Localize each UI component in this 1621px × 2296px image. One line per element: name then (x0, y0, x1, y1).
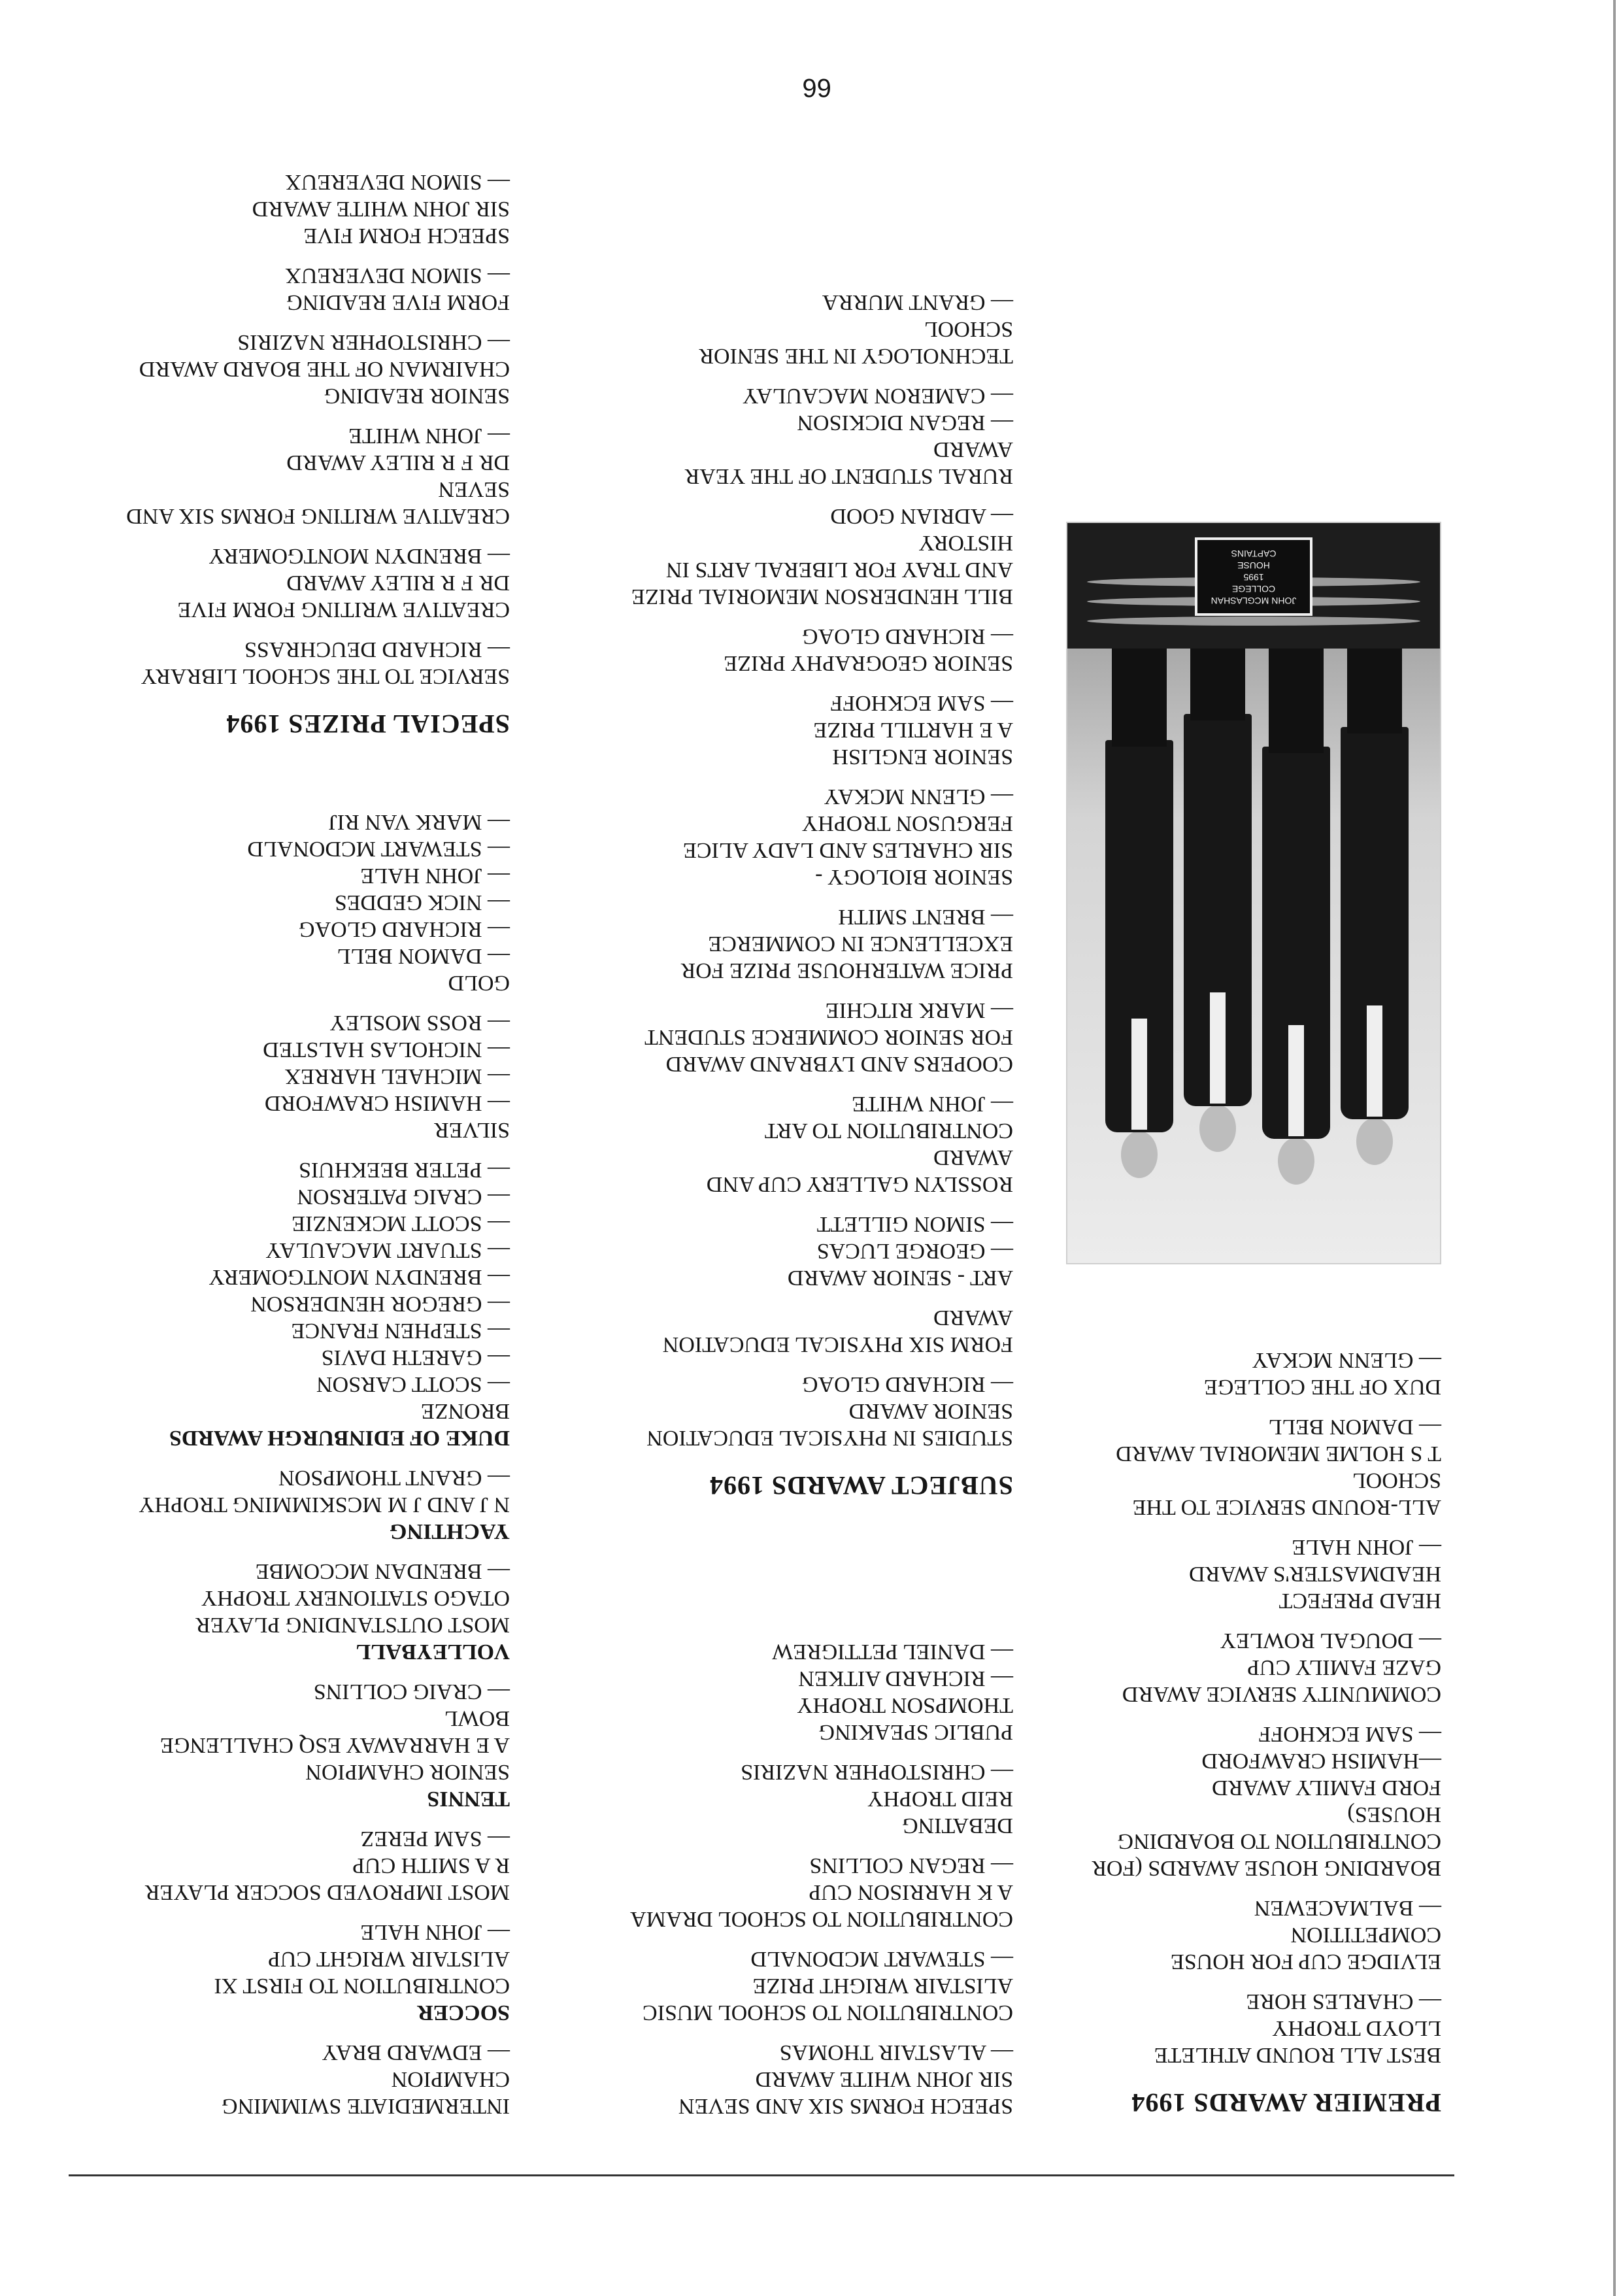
award-line: SILVER (434, 1118, 510, 1142)
award-line: — BRENDYN MONTGOMERY (209, 1265, 510, 1289)
yachting-heading: YACHTING (390, 1519, 510, 1544)
award-line: — JOHN HALE (360, 1920, 510, 1944)
award-line: ELVIDGE CUP FOR HOUSE (1170, 1950, 1441, 1974)
award-line: CONTRIBUTION TO FIRST XI (214, 1974, 510, 1998)
award-line: CONTRIBUTION TO SCHOOL MUSIC (642, 2001, 1013, 2025)
award-line: — DOUGAL ROWLEY (1220, 1629, 1441, 1653)
volleyball-heading: VOLLEYBALL (356, 1640, 510, 1664)
award-line: — SAM PEREZ (360, 1827, 510, 1851)
award-line: GAZE FAMILY CUP (1247, 1655, 1441, 1680)
swimming-list (59, 2026, 510, 2119)
spacer-line (59, 1812, 510, 1825)
subject-awards-column (543, 289, 1013, 2119)
award-line: LLOYD TROPHY (1271, 2016, 1441, 2040)
award-line: — BRENDAN MCCOMBE (255, 1559, 510, 1583)
award-line: SENIOR CHAMPION (305, 1760, 510, 1784)
photo-sign: JOHN MCGLASHAN COLLEGE 1995 HOUSE CAPTAINS (1195, 537, 1312, 616)
tennis-heading: TENNIS (427, 1787, 510, 1811)
award-line: HEADMASTER'S AWARD (1189, 1562, 1441, 1586)
award-line: — GRANT THOMPSON (278, 1466, 510, 1490)
award-line: — DANIEL PETTIGREW (772, 1640, 1013, 1664)
award-line: — STEPHEN FRANCE (291, 1319, 510, 1343)
house-captains-photo (1066, 522, 1441, 1264)
award-line: — REGAN COLLINS (809, 1853, 1013, 1878)
spacer-line (59, 530, 510, 543)
award-line: CONTRIBUTION TO ART (764, 1119, 1013, 1143)
footer-rule (69, 2174, 1454, 2176)
special-prizes-heading: SPECIAL PRIZES 1994 (226, 709, 510, 739)
award-line: — BRENT SMITH (838, 905, 1013, 929)
award-line: — RICHARD GLOAG (802, 1372, 1013, 1396)
award-line: CREATIVE WRITING FORM FIVE (177, 598, 510, 622)
award-line: — GREGOR HENDERSON (250, 1292, 510, 1316)
spacer-line (59, 1451, 510, 1464)
award-line: — GLENN MCKAY (1252, 1348, 1441, 1372)
premier-awards-column (1023, 1347, 1441, 2119)
award-line: COMMUNITY SERVICE AWARD (1122, 1682, 1441, 1706)
soccer-heading: SOCCER (417, 2001, 510, 2025)
spacer-line (59, 409, 510, 422)
award-line: ALL-ROUND SERVICE TO THE (1132, 1495, 1441, 1519)
award-line: — CAMERON MACAULAY (742, 384, 1013, 408)
award-line: MOST IMPROVED SOCCER PLAYER (144, 1880, 510, 1904)
award-line: — NICK GEDDES (334, 890, 510, 915)
spacer-line (59, 1143, 510, 1156)
award-line: — RICHARD AITKEN (798, 1666, 1013, 1691)
award-line: AND TRAY FOR LIBERAL ARTS IN (665, 558, 1013, 582)
award-line: A E HARTILL PRIZE (813, 718, 1013, 742)
spacer-line (1023, 1521, 1441, 1534)
award-line: BOARDING HOUSE AWARDS (FOR (1092, 1856, 1441, 1880)
award-line: AWARD (933, 437, 1013, 462)
award-line: — STEWART MCDONALD (750, 1947, 1013, 1971)
spacer-line (59, 249, 510, 262)
award-line: — SIMON DEVEREUX (285, 263, 510, 288)
soccer-list (59, 1812, 510, 1999)
page-number: 66 (802, 73, 831, 102)
spacer-line (543, 1358, 1013, 1371)
award-line: DEBATING (902, 1814, 1013, 1838)
award-line: SIR JOHN WHITE AWARD (755, 2067, 1013, 2091)
award-line: — ADRIAN GOOD (830, 504, 1013, 528)
award-line: HEAD PREFECT (1278, 1589, 1441, 1613)
award-line: — SAM ECKHOFF (1258, 1722, 1441, 1746)
spacer-line (543, 1198, 1013, 1211)
award-line: — STEWART MCDONALD (247, 837, 510, 861)
award-line: ART - SENIOR AWARD (787, 1266, 1013, 1290)
award-line: — JOHN WHITE (348, 424, 510, 448)
award-line: ALISTAIR WRIGHT PRIZE (752, 1974, 1013, 1998)
premier-awards-list (1023, 1347, 1441, 2068)
award-line: — SCOTT CARSON (316, 1372, 510, 1396)
award-line: — BRENDYN MONTGOMERY (209, 544, 510, 568)
award-line: — SIMON DEVEREUX (285, 170, 510, 194)
spacer-line (59, 316, 510, 329)
spacer-line (59, 1665, 510, 1678)
award-line: — HAMISH CRAWFORD (264, 1091, 510, 1115)
award-line: TECHNOLOGY IN THE SENIOR (699, 344, 1013, 368)
award-line: OTAGO STATIONERY TROPHY (201, 1586, 510, 1610)
special-prizes-list (59, 169, 510, 690)
award-line: — EDWARD BRAY (322, 2040, 510, 2065)
speech-drama-list (543, 1638, 1013, 2119)
premier-awards-heading: PREMIER AWARDS 1994 (1131, 2088, 1441, 2118)
award-line: SENIOR READING (324, 384, 510, 408)
award-line: — JOHN WHITE (852, 1092, 1013, 1116)
award-line: — CHARLES HORE (1246, 1989, 1441, 2014)
award-line: — CHRISTOPHER NAZIRIS (237, 330, 510, 354)
award-line: — DAMON BELL (1268, 1415, 1441, 1439)
award-line: FORD FAMILY AWARD (1212, 1776, 1441, 1800)
award-line: AWARD (933, 1145, 1013, 1170)
award-line: — REGAN DICKISON (797, 411, 1013, 435)
award-line: — SCOTT MCKENZIE (292, 1211, 510, 1236)
award-line: STUDIES IN PHYSICAL EDUCATION (646, 1426, 1013, 1450)
award-line: —HAMISH CRAWFORD (1201, 1749, 1441, 1773)
award-line: INTERMEDIATE SWIMMING (221, 2094, 510, 2118)
volleyball-list (59, 1545, 510, 1638)
spacer-line (543, 890, 1013, 903)
award-line: — ALASTAIR THOMAS (779, 2040, 1013, 2065)
award-line: — CRAIG COLLINS (313, 1680, 510, 1704)
award-line: CHAMPION (391, 2067, 510, 2091)
spacer-line (543, 490, 1013, 503)
award-line: BEST ALL ROUND ATHLETE (1154, 2043, 1441, 2067)
spacer-line (543, 2026, 1013, 2039)
award-line: — JOHN HALE (360, 864, 510, 888)
spacer-line (1023, 1400, 1441, 1413)
award-line: SCHOOL (1352, 1468, 1441, 1493)
award-line: — BALMACEWEN (1254, 1896, 1441, 1920)
spacer-line (59, 1906, 510, 1919)
award-line: DR F R RILEY AWARD (286, 571, 510, 595)
award-line: — STUART MACAULAY (265, 1238, 510, 1262)
tennis-list (59, 1665, 510, 1785)
award-line: — MARK RITCHIE (825, 998, 1013, 1022)
award-line: SENIOR GEOGRAPHY PRIZE (724, 651, 1013, 675)
award-line: BRONZE (421, 1399, 510, 1423)
subject-awards-heading: SUBJECT AWARDS 1994 (709, 1471, 1013, 1500)
spacer-line (59, 2026, 510, 2039)
spacer-line (543, 369, 1013, 382)
award-line: — GLENN MCKAY (824, 785, 1013, 809)
award-line: — JOHN HALE (1292, 1535, 1441, 1559)
spacer-line (59, 623, 510, 636)
award-line: ALISTAIR WRIGHT CUP (267, 1947, 510, 1971)
award-line: FORM FIVE READING (286, 290, 510, 314)
award-line: DUX OF THE COLLEGE (1204, 1375, 1441, 1399)
award-line: CHAIRMAN OF THE BOARD AWARD (139, 357, 510, 381)
award-line: N J AND J M MCSKIMMING TROPHY (138, 1493, 510, 1517)
spacer-line (1023, 1614, 1441, 1627)
subject-awards-list (543, 289, 1013, 1451)
award-line: T S HOLME MEMORIAL AWARD (1116, 1442, 1441, 1466)
award-line: SIR JOHN WHITE AWARD (252, 197, 510, 221)
award-line: PRICE WATERHOUSE PRIZE FOR (680, 958, 1013, 983)
spacer-line (59, 1545, 510, 1558)
award-line: SIR CHARLES AND LADY ALICE (683, 838, 1013, 862)
award-line: COMPETITION (1290, 1923, 1441, 1947)
award-line: — MICHAEL HARREX (284, 1064, 510, 1089)
spacer-line (1023, 1975, 1441, 1988)
award-line: FOR SENIOR COMMERCE STUDENT (644, 1025, 1013, 1049)
award-line: FORM SIX PHYSICAL EDUCATION (662, 1332, 1013, 1357)
award-line: — NICHOLAS HALSTED (263, 1038, 510, 1062)
award-line: SPEECH FORM FIVE (303, 224, 510, 248)
spacer-line (543, 1839, 1013, 1852)
award-line: SPEECH FORMS SIX AND SEVEN (678, 2094, 1013, 2118)
award-line: — GARETH DAVIS (321, 1345, 510, 1370)
spacer-line (543, 610, 1013, 623)
spacer-line (59, 996, 510, 1009)
spacer-line (543, 770, 1013, 783)
award-line: CONTRIBUTION TO BOARDING (1117, 1829, 1441, 1853)
spacer-line (543, 1933, 1013, 1946)
spacer-line (1023, 1882, 1441, 1895)
award-line: — SIMON GILLETT (816, 1212, 1013, 1236)
award-line: — RICHARD GLOAG (299, 917, 510, 941)
spacer-line (543, 984, 1013, 997)
award-line: REID TROPHY (867, 1787, 1013, 1811)
award-line: SEVEN (438, 477, 510, 501)
award-line: SENIOR AWARD (848, 1399, 1013, 1423)
spacer-line (1023, 1708, 1441, 1721)
award-line: HOUSES) (1347, 1802, 1441, 1827)
award-line: SENIOR ENGLISH (832, 745, 1013, 769)
award-line: COOPERS AND LYBRAND AWARD (665, 1052, 1013, 1076)
award-line: FERGUSON TROPHY (801, 811, 1013, 836)
award-line: SERVICE TO THE SCHOOL LIBRARY (141, 664, 510, 688)
spacer-line (543, 1746, 1013, 1759)
award-line: — ROSS MOSLEY (329, 1011, 510, 1035)
award-line: SCHOOL (924, 317, 1013, 341)
award-line: RURAL STUDENT OF THE YEAR (684, 464, 1013, 488)
award-line: — CRAIG PATERSON (297, 1185, 510, 1209)
spacer-line (543, 677, 1013, 690)
award-line: CONTRIBUTION TO SCHOOL DRAMA (630, 1907, 1013, 1931)
award-line: HISTORY (918, 531, 1013, 555)
spacer-line (543, 1077, 1013, 1090)
award-line: — GEORGE LUCAS (816, 1239, 1013, 1263)
award-line: PUBLIC SPEAKING (818, 1720, 1013, 1744)
award-line: A K HARRISON CUP (809, 1880, 1013, 1904)
award-line: — MARK VAN RIJ (328, 810, 510, 834)
award-line: ROSSLYN GALLERY CUP AND (706, 1172, 1013, 1196)
award-line: A E HARRAWAY ESQ CHALLENGE (160, 1733, 510, 1757)
award-line: — PETER BEEKHUIS (299, 1158, 510, 1182)
yachting-list (59, 1451, 510, 1518)
edinburgh-list (59, 809, 510, 1425)
edinburgh-heading: DUKE OF EDINBURGH AWARDS (169, 1426, 510, 1450)
scan-edge-line (1613, 0, 1616, 2296)
award-line: — RICHARD DEUCHRASS (244, 637, 510, 662)
award-line: GOLD (448, 971, 510, 995)
award-line: BILL HENDERSON MEMORIAL PRIZE (631, 584, 1013, 609)
award-line: EXCELLENCE IN COMMERCE (708, 932, 1013, 956)
award-line: SENIOR BIOLOGY - (815, 865, 1013, 889)
award-line: — SAM ECKHOFF (830, 691, 1013, 715)
award-line: THOMPSON TROPHY (797, 1693, 1013, 1717)
award-line: MOST OUTSTANDING PLAYER (195, 1613, 510, 1637)
award-line: — GRANT MURRA (822, 290, 1013, 314)
award-line: — DAMON BELL (337, 944, 510, 968)
award-line: BOWL (444, 1706, 510, 1730)
award-line: — RICHARD GLOAG (802, 624, 1013, 649)
award-line: DR F R RILEY AWARD (286, 450, 510, 475)
award-line: AWARD (933, 1306, 1013, 1330)
sports-special-column (59, 169, 510, 2119)
spacer-line (543, 1291, 1013, 1304)
award-line: R A SMITH CUP (352, 1853, 510, 1878)
award-line: — CHRISTOPHER NAZIRIS (741, 1760, 1013, 1784)
award-line: CREATIVE WRITING FORMS SIX AND (126, 504, 510, 528)
